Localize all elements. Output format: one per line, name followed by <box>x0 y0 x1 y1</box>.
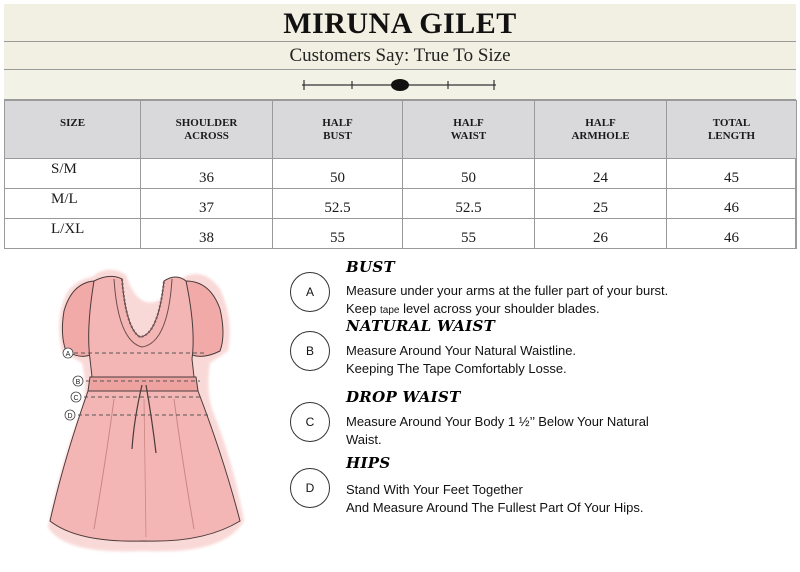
bust-value: 50 <box>273 159 403 189</box>
step-letter-b: B <box>290 331 330 371</box>
marker-b <box>73 376 83 386</box>
size-label: S/M <box>5 159 141 189</box>
table-header-row <box>5 101 797 159</box>
step-text-line: Stand With Your Feet Together <box>346 482 523 497</box>
step-letter-c: C <box>290 402 330 442</box>
marker-a <box>63 348 73 358</box>
step-text-line: Waist. <box>346 432 382 447</box>
svg-text:B: B <box>75 379 81 386</box>
marker-d <box>65 410 75 420</box>
step-title-natural-waist: NATURAL WAIST <box>346 317 496 335</box>
shoulder-value: 38 <box>141 219 273 249</box>
column-header-armhole: HALF ARMHOLE <box>535 101 667 159</box>
step-text-line: Measure under your arms at the fuller part of your burst. <box>346 283 669 298</box>
page-title: MIRUNA GILET <box>283 7 517 40</box>
size-label: M/L <box>5 189 141 219</box>
svg-text:D: D <box>67 413 73 420</box>
waist-value: 55 <box>403 219 535 249</box>
column-header-size: SIZE <box>5 101 141 159</box>
column-header-bust: HALF BUST <box>273 101 403 159</box>
length-value: 45 <box>667 159 797 189</box>
shoulder-value: 37 <box>141 189 273 219</box>
step-text-line: Keep tape level across your shoulder blades. <box>346 301 600 316</box>
step-text-line: Measure Around Your Natural Waistline. <box>346 343 577 358</box>
waist-value: 50 <box>403 159 535 189</box>
waist-value: 52.5 <box>403 189 535 219</box>
length-value: 46 <box>667 219 797 249</box>
table-row <box>5 219 797 249</box>
dress-illustration <box>34 259 254 559</box>
column-header-waist: HALF WAIST <box>403 101 535 159</box>
step-title-bust: BUST <box>346 258 395 276</box>
step-text-line: Keeping The Tape Comfortably Losse. <box>346 361 567 376</box>
size-label: L/XL <box>5 219 141 249</box>
measurement-guide <box>4 249 796 568</box>
size-table <box>4 100 797 249</box>
svg-text:A: A <box>65 351 71 358</box>
subtitle-bar <box>4 42 796 70</box>
svg-text:C: C <box>73 395 79 402</box>
title-bar <box>4 4 796 42</box>
bust-value: 52.5 <box>273 189 403 219</box>
armhole-value: 24 <box>535 159 667 189</box>
shoulder-value: 36 <box>141 159 273 189</box>
column-header-length: TOTAL LENGTH <box>667 101 797 159</box>
step-letter-d: D <box>290 468 330 508</box>
table-row <box>5 189 797 219</box>
step-text-line: And Measure Around The Fullest Part Of Your Hips. <box>346 500 644 515</box>
step-letter-a: A <box>290 272 330 312</box>
bust-value: 55 <box>273 219 403 249</box>
table-row <box>5 159 797 189</box>
armhole-value: 26 <box>535 219 667 249</box>
ornament-bar <box>4 70 796 100</box>
step-title-hips: HIPS <box>346 454 391 472</box>
step-text-line: Measure Around Your Body 1 ½’’ Below Your Natural <box>346 414 649 429</box>
marker-c <box>71 392 81 402</box>
fit-note: Customers Say: True To Size <box>289 45 511 66</box>
length-value: 46 <box>667 189 797 219</box>
step-title-drop-waist: DROP WAIST <box>346 388 461 406</box>
divider-ornament-icon <box>300 74 500 96</box>
armhole-value: 25 <box>535 189 667 219</box>
column-header-shoulder: SHOULDER ACROSS <box>141 101 273 159</box>
